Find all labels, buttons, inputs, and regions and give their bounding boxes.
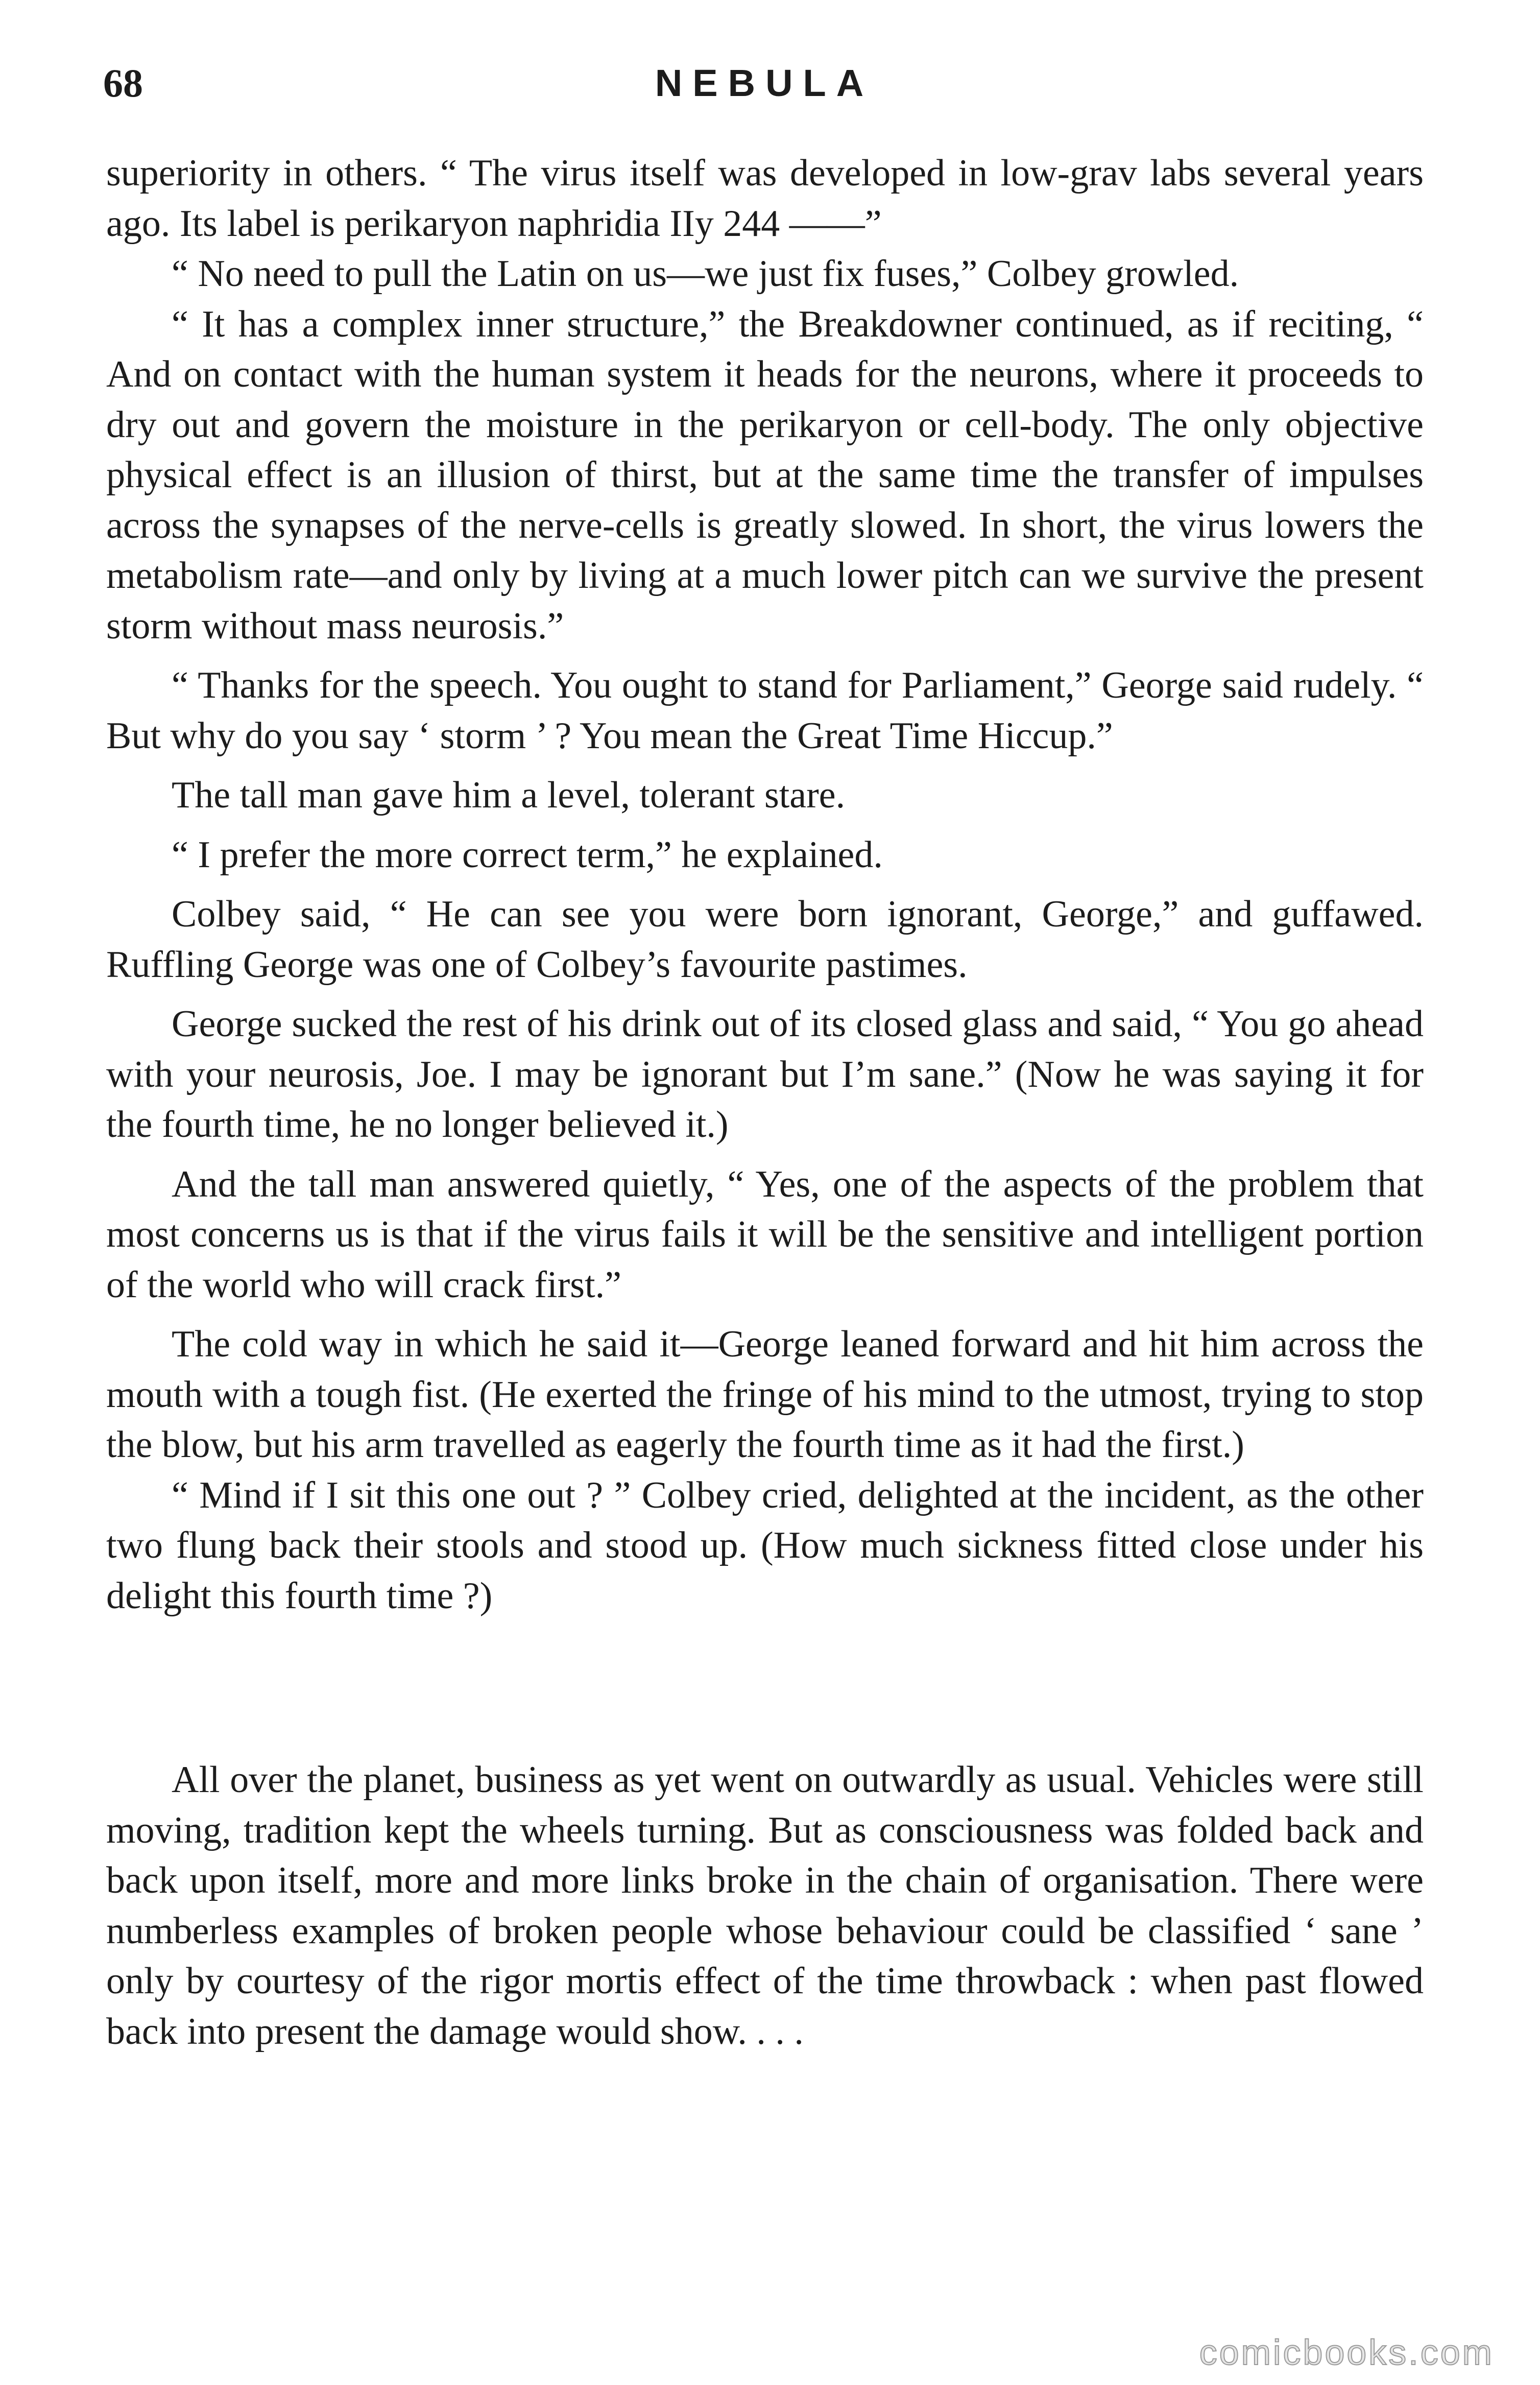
running-title: NEBULA xyxy=(655,62,874,104)
paragraph: “ It has a complex inner structure,” the Breakdowner continued, as if reciting, “ And on contact with the human system it heads for the neurons, where it proceeds to dry out and govern the moisture in the perikaryon or cell-body. The only objective physical effect is an illusion of thirst, but at the same time the transfer of impulses across the synapses of the nerve-cells is greatly slowed. In short, the virus lowers the metabolism rate—and only by living at a much lower pitch can we survive the present storm without mass neurosis.” xyxy=(106,303,1424,647)
paragraph: Colbey said, “ He can see you were born ignorant, George,” and guffawed. Ruffling George was one of Colbey’s favourite pastimes. xyxy=(106,893,1424,986)
paragraph: superiority in others. “ The virus itself was developed in low-grav labs several years ago. Its label is perikaryon naphridia IIy 244 ——” xyxy=(106,152,1424,245)
paragraph: “ No need to pull the Latin on us—we just fix fuses,” Colbey growled. xyxy=(172,253,1239,295)
paragraph: The tall man gave him a level, tolerant stare. xyxy=(172,774,846,816)
paragraph: “ Mind if I sit this one out ? ” Colbey cried, delighted at the incident, as the other two flung back their stools and stood up. (How much sickness fitted close under his delight this fourth time ?) xyxy=(106,1474,1424,1617)
paragraph: All over the planet, business as yet went on outwardly as usual. Vehicles were still moving, tradition kept the wheels turning. But as consciousness was folded back and back upon itself, more and more links broke in the chain of organisation. There were numberless examples of broken people whose behaviour could be classified ‘ sane ’ only by courtesy of the rigor mortis effect of the time throwback : when past flowed back into present the damage would show. . . . xyxy=(106,1759,1424,2053)
paragraph: The cold way in which he said it—George leaned forward and hit him across the mouth with a tough fist. (He exerted the fringe of his mind to the utmost, trying to stop the blow, but his arm travelled as eagerly the fourth time as it had the first.) xyxy=(106,1323,1424,1466)
page-header xyxy=(103,55,1426,111)
paragraph: “ Thanks for the speech. You ought to stand for Parliament,” George said rudely. “ But why do you say ‘ storm ’ ? You mean the Great Time Hiccup.” xyxy=(106,664,1424,757)
watermark: comicbooks.com xyxy=(1199,2332,1494,2372)
paragraph: And the tall man answered quietly, “ Yes, one of the aspects of the problem that most concerns us is that if the virus fails it will be the sensitive and intelligent portion of the world who will crack first.” xyxy=(106,1163,1424,1306)
page-number: 68 xyxy=(103,61,143,105)
body-text xyxy=(106,148,1424,2057)
paragraph: “ I prefer the more correct term,” he explained. xyxy=(172,833,883,876)
paragraph: George sucked the rest of his drink out of its closed glass and said, “ You go ahead with your neurosis, Joe. I may be ignorant but I’m sane.” (Now he was saying it for the fourth time, he no longer believed it.) xyxy=(106,1003,1424,1146)
